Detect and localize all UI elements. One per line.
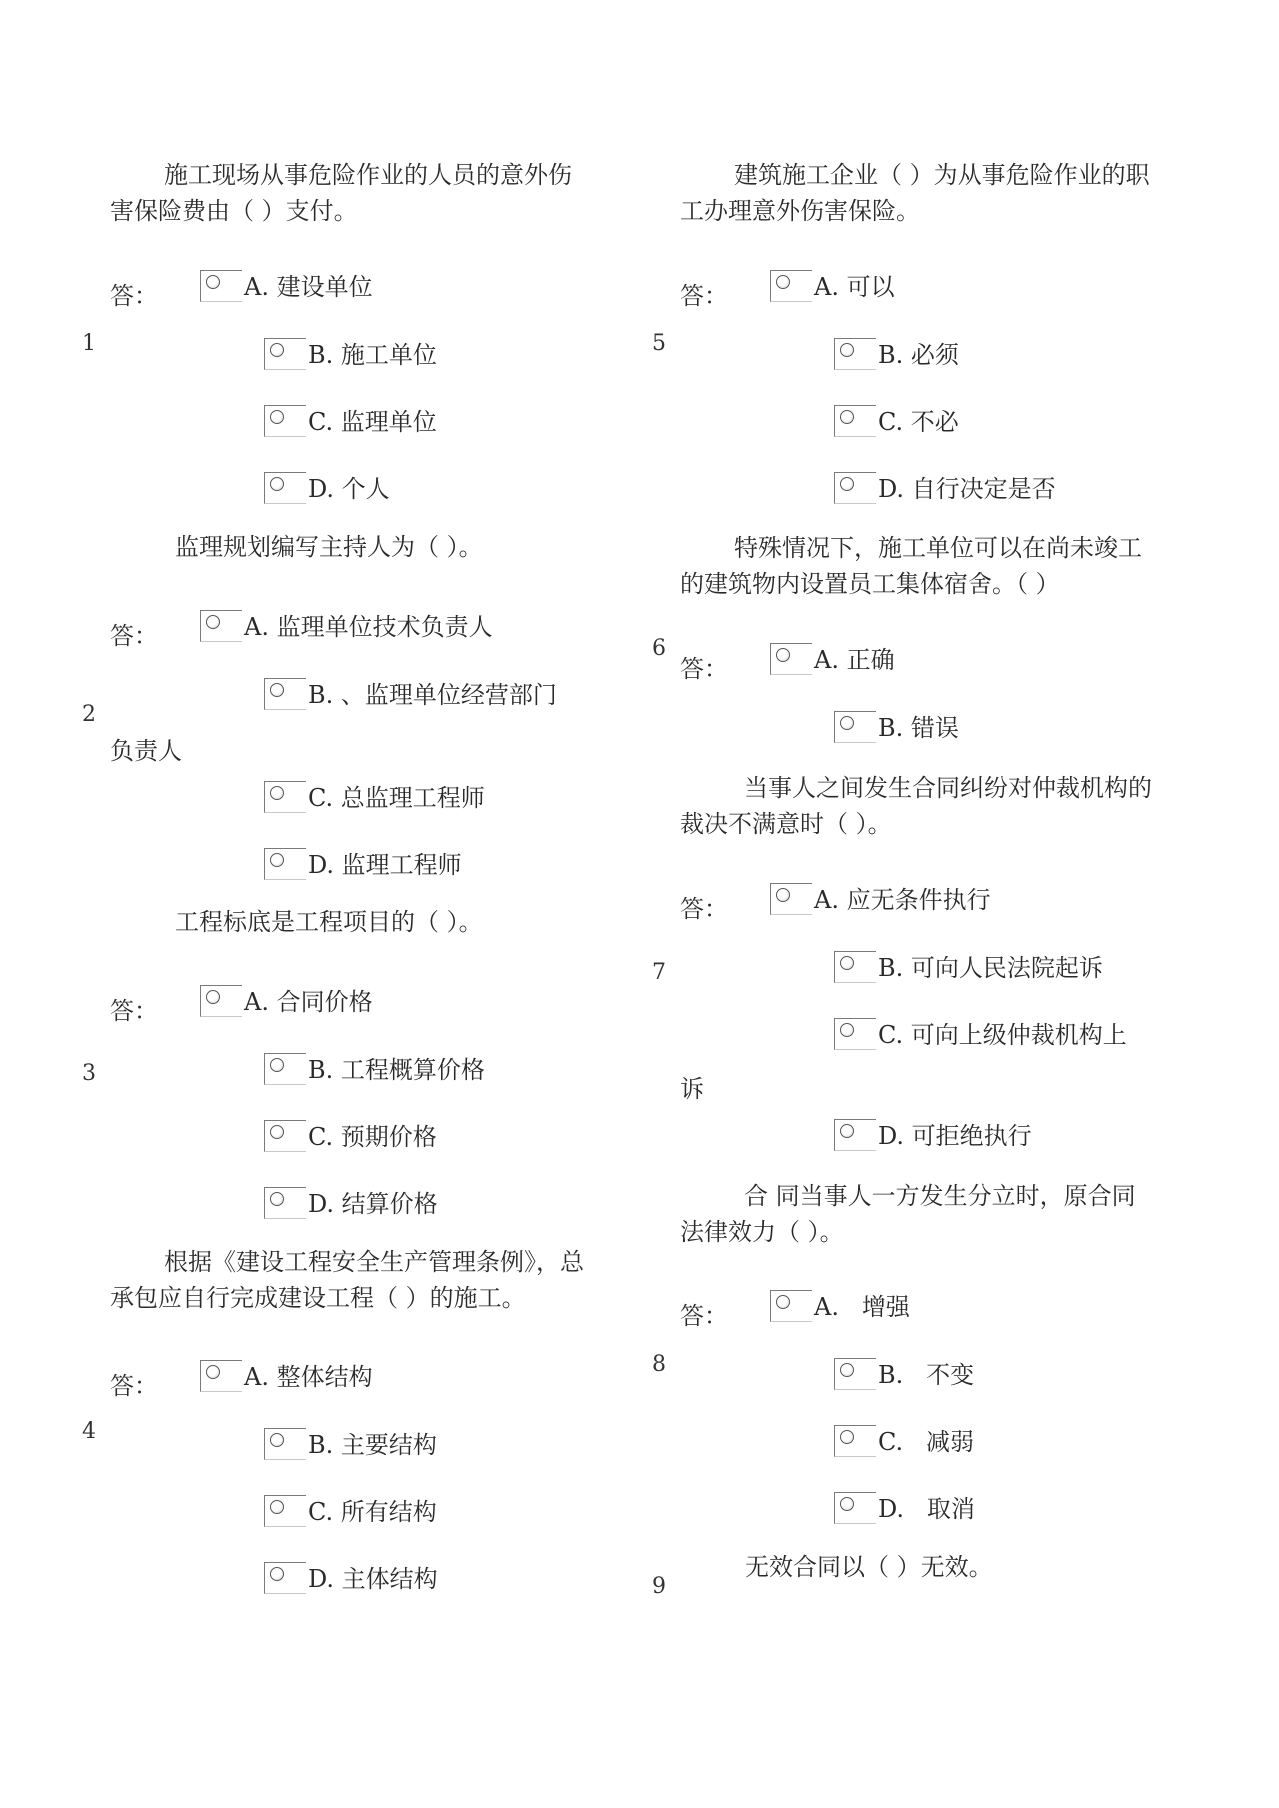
q8-option-c[interactable] (834, 1425, 974, 1457)
q1-option-c[interactable] (264, 405, 437, 437)
radio-icon[interactable] (834, 951, 876, 983)
question-6-answer-label: 答： (680, 655, 728, 683)
question-8-text: 合 同当事人一方发生分立时，原合同法律效力（ ）。 (680, 1182, 1136, 1246)
question-4-answer-label: 答： (110, 1372, 158, 1400)
question-1-text: 施工现场从事危险作业的人员的意外伤害保险费由（ ）支付。 (110, 161, 572, 225)
q2-option-d[interactable] (264, 848, 462, 880)
option-label: B. 主要结构 (308, 1431, 437, 1460)
q1-option-d[interactable] (264, 472, 390, 504)
radio-icon[interactable] (834, 338, 876, 370)
option-label: C. 监理单位 (308, 408, 437, 437)
option-label: A. 正确 (814, 646, 895, 675)
radio-icon[interactable] (264, 405, 306, 437)
radio-icon[interactable] (264, 848, 306, 880)
option-label: C. 可向上级仲裁机构上 (878, 1021, 1127, 1050)
radio-icon[interactable] (770, 270, 812, 302)
question-3-number: 3 (82, 1061, 96, 1086)
option-label: D. 取消 (878, 1495, 975, 1524)
q6-option-a[interactable] (770, 643, 895, 675)
radio-icon[interactable] (770, 643, 812, 675)
q5-option-d[interactable] (834, 472, 1056, 504)
radio-icon[interactable] (264, 472, 306, 504)
option-label: B. 工程概算价格 (308, 1056, 485, 1085)
q5-option-c[interactable] (834, 405, 959, 437)
option-label: A. 建设单位 (244, 273, 373, 302)
radio-icon[interactable] (264, 1120, 306, 1152)
question-2-number: 2 (82, 702, 96, 727)
question-7-answer-label: 答： (680, 895, 728, 923)
q4-option-c[interactable] (264, 1495, 437, 1527)
radio-icon[interactable] (200, 1360, 242, 1392)
radio-icon[interactable] (264, 781, 306, 813)
option-label: A. 合同价格 (244, 988, 373, 1017)
radio-icon[interactable] (200, 610, 242, 642)
radio-icon[interactable] (834, 405, 876, 437)
q8-option-a[interactable] (770, 1290, 910, 1322)
q1-option-a[interactable] (200, 270, 373, 302)
radio-icon[interactable] (834, 1358, 876, 1390)
q1-option-b[interactable] (264, 338, 437, 370)
radio-icon[interactable] (264, 1053, 306, 1085)
q4-option-b[interactable] (264, 1428, 437, 1460)
q3-option-b[interactable] (264, 1053, 485, 1085)
option-label: C. 减弱 (878, 1428, 975, 1457)
option-label: D. 可拒绝执行 (878, 1122, 1032, 1151)
option-label: C. 总监理工程师 (308, 784, 485, 813)
option-label: C. 不必 (878, 408, 959, 437)
question-4-text: 根据《建设工程安全生产管理条例》，总承包应自行完成建设工程（ ）的施工。 (110, 1248, 584, 1312)
question-9-number: 9 (652, 1574, 666, 1599)
question-6-number: 6 (652, 636, 666, 661)
question-3-answer-label: 答： (110, 997, 158, 1025)
question-8-number: 8 (652, 1352, 666, 1377)
q7-option-d[interactable] (834, 1119, 1032, 1151)
option-label: D. 个人 (308, 475, 390, 504)
question-7-number: 7 (652, 960, 666, 985)
q3-option-a[interactable] (200, 985, 373, 1017)
radio-icon[interactable] (200, 270, 242, 302)
option-label: B. 错误 (878, 714, 959, 743)
q4-option-d[interactable] (264, 1562, 438, 1594)
question-7-text: 当事人之间发生合同纠纷对仲裁机构的裁决不满意时（ ）。 (680, 774, 1152, 838)
option-label: D. 结算价格 (308, 1190, 438, 1219)
question-4-number: 4 (82, 1419, 96, 1444)
radio-icon[interactable] (834, 1492, 876, 1524)
q6-option-b[interactable] (834, 711, 959, 743)
option-label: C. 预期价格 (308, 1123, 437, 1152)
option-label: A. 增强 (814, 1293, 910, 1322)
option-label: B. 必须 (878, 341, 959, 370)
q2-option-a[interactable] (200, 610, 493, 642)
option-label: B. 不变 (878, 1361, 975, 1390)
option-label: A. 监理单位技术负责人 (244, 613, 493, 642)
radio-icon[interactable] (834, 1425, 876, 1457)
option-label: D. 监理工程师 (308, 851, 462, 880)
q7-option-c[interactable] (834, 1018, 1127, 1050)
option-label: B. 可向人民法院起诉 (878, 954, 1103, 983)
question-1-answer-label: 答： (110, 282, 158, 310)
option-label: D. 自行决定是否 (878, 475, 1056, 504)
radio-icon[interactable] (834, 711, 876, 743)
question-6-text: 特殊情况下，施工单位可以在尚未竣工的建筑物内设置员工集体宿舍。（ ） (680, 534, 1142, 598)
radio-icon[interactable] (264, 338, 306, 370)
question-5-answer-label: 答： (680, 282, 728, 310)
option-label: B. 施工单位 (308, 341, 437, 370)
q8-option-b[interactable] (834, 1358, 974, 1390)
q2-option-c[interactable] (264, 781, 485, 813)
option-label: D. 主体结构 (308, 1565, 438, 1594)
radio-icon[interactable] (770, 1290, 812, 1322)
question-8-answer-label: 答： (680, 1302, 728, 1330)
q4-option-a[interactable] (200, 1360, 373, 1392)
option-label: A. 整体结构 (244, 1363, 373, 1392)
q7-option-a[interactable] (770, 883, 991, 915)
option-label: A. 应无条件执行 (814, 886, 991, 915)
q8-option-d[interactable] (834, 1492, 975, 1524)
q5-option-b[interactable] (834, 338, 959, 370)
q2-option-b[interactable] (264, 678, 557, 710)
q5-option-a[interactable] (770, 270, 895, 302)
radio-icon[interactable] (200, 985, 242, 1017)
option-label: C. 所有结构 (308, 1498, 437, 1527)
question-2-text: 监理规划编写主持人为（ ）。 (175, 533, 483, 561)
q2-option-b-continuation: 负责人 (110, 737, 182, 765)
question-3-text: 工程标底是工程项目的（ ）。 (175, 908, 483, 936)
q3-option-d[interactable] (264, 1187, 438, 1219)
question-9-text: 无效合同以（ ）无效。 (745, 1553, 993, 1581)
question-1-number: 1 (82, 331, 96, 356)
question-2-answer-label: 答： (110, 622, 158, 650)
q7-option-c-continuation: 诉 (680, 1075, 704, 1103)
option-label: A. 可以 (814, 273, 895, 302)
q3-option-c[interactable] (264, 1120, 437, 1152)
radio-icon[interactable] (264, 1428, 306, 1460)
radio-icon[interactable] (834, 472, 876, 504)
radio-icon[interactable] (264, 1495, 306, 1527)
radio-icon[interactable] (264, 678, 306, 710)
radio-icon[interactable] (770, 883, 812, 915)
question-5-text: 建筑施工企业（ ）为从事危险作业的职工办理意外伤害保险。 (680, 161, 1150, 225)
radio-icon[interactable] (834, 1119, 876, 1151)
radio-icon[interactable] (834, 1018, 876, 1050)
radio-icon[interactable] (264, 1187, 306, 1219)
radio-icon[interactable] (264, 1562, 306, 1594)
q7-option-b[interactable] (834, 951, 1103, 983)
question-5-number: 5 (652, 331, 666, 356)
option-label: B. 、监理单位经营部门 (308, 681, 557, 710)
